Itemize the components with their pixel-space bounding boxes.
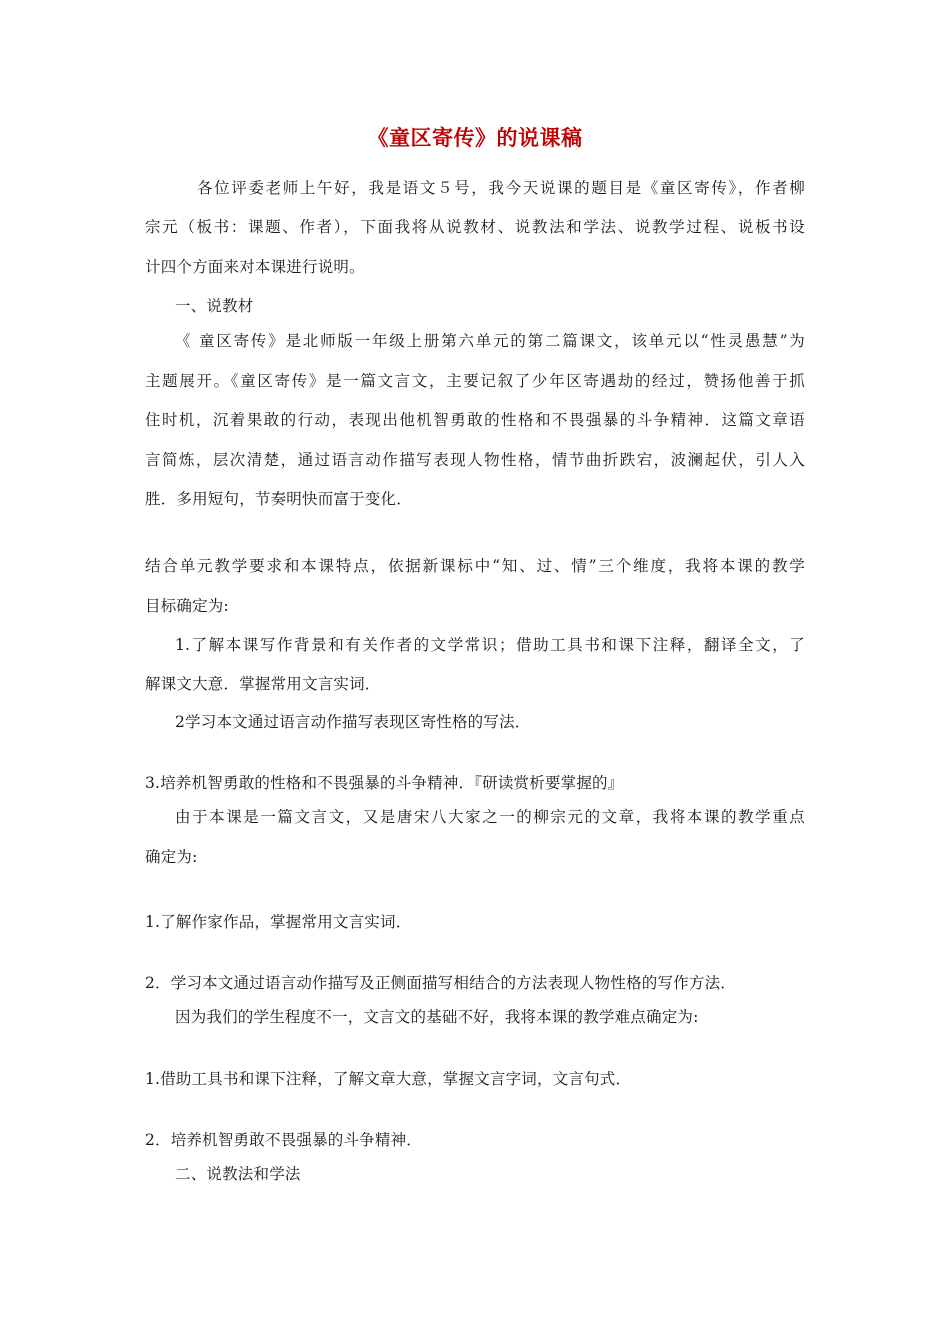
paragraph-line: 胜．多用短句，节奏明快而富于变化． <box>145 490 412 508</box>
list-item: 2学习本文通过语言动作描写表现区寄性格的写法． <box>175 713 531 731</box>
paragraph-line: 各位评委老师上午好，我是语文５号，我今天说课的题目是《童区寄传》，作者柳 <box>197 179 805 197</box>
section-heading: 二、说教法和学法 <box>175 1165 301 1183</box>
paragraph-line: 解课文大意．掌握常用文言实词． <box>145 675 381 693</box>
list-item: 2．学习本文通过语言动作描写及正侧面描写相结合的方法表现人物性格的写作方法． <box>145 974 736 992</box>
paragraph-line: 主题展开。《童区寄传》是一篇文言文，主要记叙了少年区寄遇劫的经过，赞扬他善于抓 <box>145 372 805 390</box>
list-item: 1.了解本课写作背景和有关作者的文学常识；借助工具书和课下注释，翻译全文，了 <box>175 636 805 654</box>
paragraph-line: 宗元（板书：课题、作者），下面我将从说教材、说教法和学法、说教学过程、说板书设 <box>145 218 805 236</box>
document-title: 《童区寄传》的说课稿 <box>367 126 583 150</box>
paragraph-line: 住时机，沉着果敢的行动，表现出他机智勇敢的性格和不畏强暴的斗争精神．这篇文章语 <box>145 411 805 429</box>
paragraph-line: 目标确定为: <box>145 597 229 615</box>
list-item: 1.了解作家作品，掌握常用文言实词． <box>145 913 412 931</box>
paragraph-line: 因为我们的学生程度不一，文言文的基础不好，我将本课的教学难点确定为: <box>175 1008 699 1026</box>
list-item: 2．培养机智勇敢不畏强暴的斗争精神． <box>145 1131 422 1149</box>
paragraph-line: 确定为: <box>145 848 198 866</box>
section-heading: 一、说教材 <box>175 297 254 315</box>
list-item: 3.培养机智勇敢的性格和不畏强暴的斗争精神．『研读赏析要掌握的』 <box>145 774 624 792</box>
paragraph-line: 结合单元教学要求和本课特点，依据新课标中“知、过、情”三个维度，我将本课的教学 <box>145 557 805 575</box>
paragraph-line: 言简炼，层次清楚，通过语言动作描写表现人物性格，情节曲折跌宕，波澜起伏，引人入 <box>145 451 805 469</box>
list-item: 1.借助工具书和课下注释，了解文章大意，掌握文言字词，文言句式． <box>145 1070 632 1088</box>
paragraph-line: 由于本课是一篇文言文，又是唐宋八大家之一的柳宗元的文章，我将本课的教学重点 <box>175 808 805 826</box>
paragraph-line: 《 童区寄传》是北师版一年级上册第六单元的第二篇课文，该单元以“性灵愚慧”为 <box>175 332 805 350</box>
paragraph-line: 计四个方面来对本课进行说明。 <box>145 258 365 276</box>
